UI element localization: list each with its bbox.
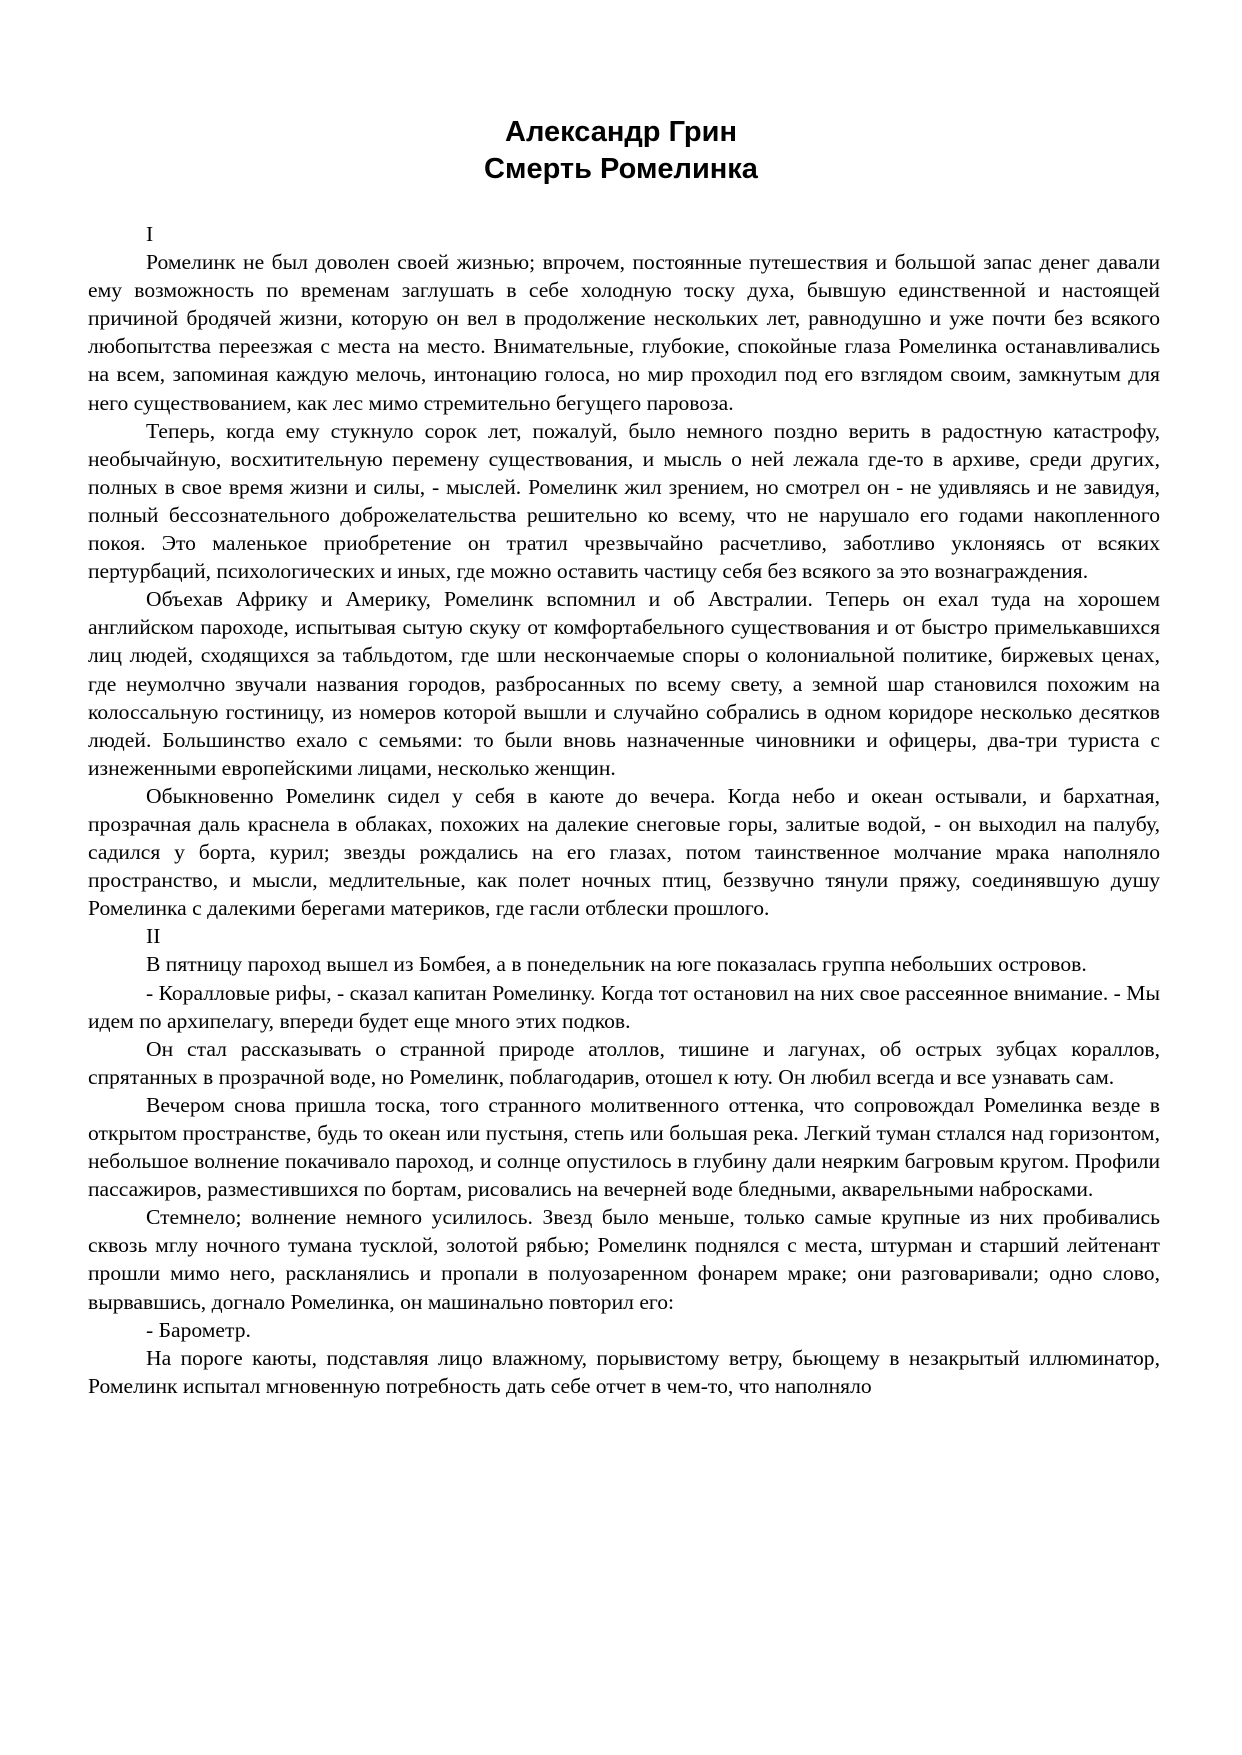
paragraph-2: Теперь, когда ему стукнуло сорок лет, пожалуй, было немного поздно верить в радостную катастрофу, необычайную, восхитительную перемену существования, и мысль о ней лежала где-то в архиве, среди других, полных в свое время жизни и силы, - мыслей. Ромелинк жил зрением, но смотрел он - не удивляясь и не завидуя, полный бессознательного доброжелательства решительно ко всему, что не нарушало его годами накопленного покоя. Это маленькое приобретение он тратил чрезвычайно расчетливо, заботливо уклоняясь от всяких пертурбаций, психологических и иных, где можно оставить частицу себя без всякого за это вознаграждения. — [88, 418, 1160, 584]
work-title: Смерть Ромелинка — [484, 153, 758, 185]
paragraph-6: - Коралловые рифы, - сказал капитан Ромелинку. Когда тот остановил на них свое рассеянное внимание. - Мы идем по архипелагу, впереди будет еще много этих подков. — [88, 980, 1160, 1033]
paragraph-5: В пятницу пароход вышел из Бомбея, а в понедельник на юге показалась группа небольших островов. — [146, 952, 1087, 977]
paragraph-4: Обыкновенно Ромелинк сидел у себя в каюте до вечера. Когда небо и океан остывали, и бархатная, прозрачная даль краснела в облаках, похожих на далекие снеговые горы, залитые водой, - он выходил на палубу, садился у борта, курил; звезды рождались на его глазах, потом таинственное молчание мрака наполняло пространство, и мысли, медлительные, как полет ночных птиц, беззвучно тянули пряжу, соединявшую душу Ромелинка с далекими берегами материков, где гасли отблески прошлого. — [88, 783, 1160, 921]
paragraph-11: На пороге каюты, подставляя лицо влажному, порывистому ветру, бьющему в незакрытый иллюминатор, Ромелинк испытал мгновенную потребность дать себе отчет в чем-то, что наполняло — [88, 1345, 1160, 1398]
chapter-heading-1: I — [146, 222, 154, 246]
chapter-heading-2: II — [146, 924, 161, 949]
paragraph-10: - Барометр. — [146, 1317, 251, 1342]
paragraph-7: Он стал рассказывать о странной природе атоллов, тишине и лагунах, об острых зубцах кораллов, спрятанных в прозрачной воде, но Ромелинк, поблагодарив, отошел к юту. Он любил всегда и все узнавать сам. — [88, 1036, 1160, 1089]
paragraph-3: Объехав Африку и Америку, Ромелинк вспомнил и об Австралии. Теперь он ехал туда на хорошем английском пароходе, испытывая сытую скуку от комфортабельного существования и от быстро примелькавшихся лиц людей, сходящихся за табльдотом, где шли нескончаемые споры о колониальной политике, биржевых ценах, где неумолчно звучали названия городов, разбросанных по всему свету, а земной шар становился похожим на колоссальную гостиницу, из номеров которой вышли и случайно собрались в одном коридоре несколько десятков людей. Большинство ехало с семьями: то были вновь назначенные чиновники и офицеры, два-три туриста с изнеженными европейскими лицами, несколько женщин. — [88, 587, 1160, 780]
paragraph-9: Стемнело; волнение немного усилилось. Звезд было меньше, только самые крупные из них пробивались сквозь мглу ночного тумана тусклой, золотой рябью; Ромелинк поднялся с места, штурман и старший лейтенант прошли мимо него, раскланялись и пропали в полуозаренном фонарем мраке; они разговаривали; одно слово, вырвавшись, догнало Ромелинка, он машинально повторил его: — [88, 1205, 1160, 1314]
author-name: Александр Грин — [505, 116, 737, 148]
title-block — [0, 114, 1242, 188]
paragraph-1: Ромелинк не был доволен своей жизнью; впрочем, постоянные путешествия и большой запас денег давали ему возможность по временам заглушать в себе холодную тоску духа, бывшую единственной и настоящей причиной бродячей жизни, которую он вел в продолжение нескольких лет, равнодушно и уже почти без всякого любопытства переезжая с места на место. Внимательные, глубокие, спокойные глаза Ромелинка останавливались на всем, запоминая каждую мелочь, интонацию голоса, но мир проходил под его взглядом своим, замкнутым для него существованием, как лес мимо стремительно бегущего паровоза. — [88, 250, 1160, 415]
paragraph-8: Вечером снова пришла тоска, того странного молитвенного оттенка, что сопровождал Ромелинка везде в открытом пространстве, будь то океан или пустыня, степь или большая река. Легкий туман стлался над горизонтом, небольшое волнение покачивало пароход, и солнце опустилось в глубину дали неярким багровым кругом. Профили пассажиров, разместившихся по бортам, рисовались на вечерней воде бледными, акварельными набросками. — [88, 1092, 1160, 1202]
text-body — [88, 220, 1160, 1400]
